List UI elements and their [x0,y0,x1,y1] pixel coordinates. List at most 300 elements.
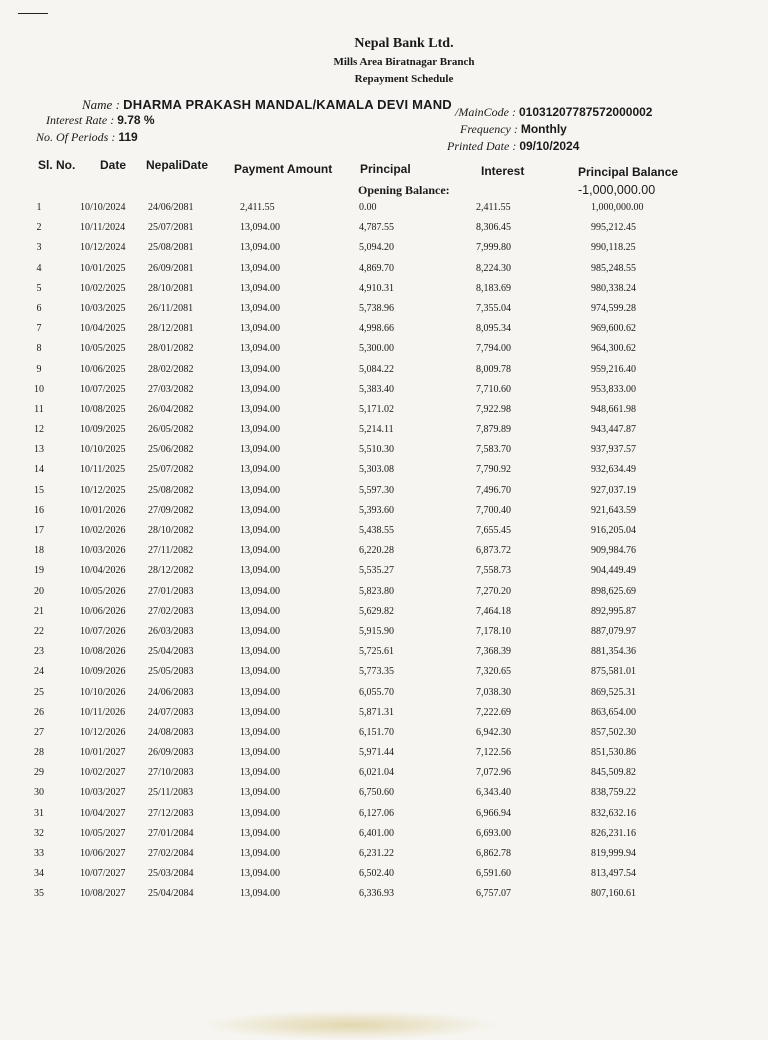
cell-payment: 13,094.00 [240,363,280,375]
table-row [0,626,768,646]
cell-interest: 6,757.07 [476,888,511,900]
cell-date: 10/03/2026 [80,545,126,557]
cell-date: 10/08/2027 [80,888,126,900]
cell-nepali-date: 25/08/2081 [148,242,194,254]
cell-payment: 13,094.00 [240,747,280,759]
cell-principal: 5,773.35 [359,666,394,678]
cell-sl: 24 [34,666,44,678]
cell-principal: 6,127.06 [359,807,394,819]
table-row [0,323,768,343]
cell-balance: 875,581.01 [591,666,636,678]
cell-sl: 2 [36,222,42,234]
cell-principal: 5,915.90 [359,625,394,637]
cell-interest: 7,496.70 [476,484,511,496]
cell-principal: 6,401.00 [359,827,394,839]
cell-principal: 5,738.96 [359,302,394,314]
cell-date: 10/10/2025 [80,444,126,456]
table-row [0,888,768,908]
cell-principal: 6,021.04 [359,767,394,779]
cell-principal: 4,910.31 [359,282,394,294]
cell-nepali-date: 24/07/2083 [148,706,194,718]
cell-interest: 7,368.39 [476,646,511,658]
table-row [0,787,768,807]
cell-payment: 13,094.00 [240,444,280,456]
cell-balance: 916,205.04 [591,525,636,536]
cell-interest: 7,700.40 [476,504,511,516]
interest-rate-label: Interest Rate : [46,113,115,127]
cell-balance: 932,634.49 [591,464,636,476]
cell-interest: 6,343.40 [476,787,511,799]
cell-payment: 13,094.00 [240,484,280,496]
table-row [0,525,768,545]
cell-nepali-date: 27/09/2082 [148,504,194,516]
cell-nepali-date: 27/12/2083 [148,807,194,819]
cell-interest: 6,591.60 [476,868,511,880]
borrower-name-row [82,97,452,113]
cell-interest: 7,710.60 [476,383,511,395]
cell-nepali-date: 25/04/2084 [148,888,194,900]
cell-interest: 7,122.56 [476,747,511,759]
cell-payment: 13,094.00 [240,282,280,294]
cell-sl: 5 [36,282,42,294]
paper-stain [200,1010,500,1040]
cell-interest: 8,183.69 [476,282,511,294]
cell-date: 10/02/2025 [80,282,126,294]
cell-sl: 8 [36,343,42,355]
cell-nepali-date: 28/01/2082 [148,343,194,355]
cell-date: 10/06/2025 [80,363,126,375]
cell-sl: 19 [34,565,44,577]
cell-principal: 5,510.30 [359,444,394,456]
interest-rate-value: 9.78 % [117,113,155,127]
cell-date: 10/07/2026 [80,625,126,637]
cell-interest: 6,942.30 [476,726,511,738]
branch-name: Mills Area Biratnagar Branch [333,56,475,68]
cell-date: 10/05/2027 [80,827,126,839]
table-row [0,485,768,505]
cell-payment: 13,094.00 [240,323,280,335]
cell-payment: 13,094.00 [240,625,280,637]
cell-interest: 7,922.98 [476,403,511,415]
cell-date: 10/09/2026 [80,666,126,678]
cell-date: 10/06/2027 [80,848,126,859]
table-row [0,545,768,565]
cell-date: 10/07/2025 [80,383,126,395]
cell-nepali-date: 27/01/2083 [148,585,194,597]
col-header-sl: Sl. No. [38,158,76,172]
table-row [0,202,768,222]
cell-payment: 13,094.00 [240,403,280,415]
borrower-name: DHARMA PRAKASH MANDAL/KAMALA DEVI MAND [123,97,452,112]
table-row [0,444,768,464]
cell-payment: 13,094.00 [240,848,280,859]
table-row [0,343,768,363]
cell-principal: 5,393.60 [359,504,394,516]
cell-balance: 974,599.28 [591,302,636,314]
name-label: Name : [82,97,120,112]
cell-payment: 13,094.00 [240,787,280,799]
cell-nepali-date: 25/04/2083 [148,646,194,658]
cell-sl: 9 [36,363,42,375]
cell-sl: 30 [34,787,44,799]
cell-nepali-date: 25/06/2082 [148,444,194,456]
opening-balance-value: -1,000,000.00 [578,183,656,197]
cell-payment: 13,094.00 [240,242,280,254]
cell-sl: 3 [36,242,42,254]
col-header-date: Date [100,158,127,172]
table-row [0,646,768,666]
cell-nepali-date: 25/05/2083 [148,666,194,678]
table-row [0,808,768,828]
cell-payment: 13,094.00 [240,565,280,577]
table-row [0,565,768,585]
cell-balance: 892,995.87 [591,605,636,617]
cell-interest: 7,794.00 [476,343,511,355]
frequency-label: Frequency : [460,122,518,136]
cell-interest: 8,224.30 [476,262,511,274]
cell-balance: 995,212.45 [591,222,636,234]
cell-interest: 7,270.20 [476,585,511,597]
cell-nepali-date: 27/01/2084 [148,827,194,839]
cell-date: 10/01/2027 [80,747,126,759]
cell-date: 10/12/2024 [80,242,126,254]
cell-sl: 22 [34,625,44,637]
cell-balance: 887,079.97 [591,625,636,637]
cell-principal: 6,055.70 [359,686,394,698]
cell-principal: 5,438.55 [359,525,394,536]
cell-date: 10/01/2026 [80,504,126,516]
cell-nepali-date: 27/03/2082 [148,383,194,395]
schedule-table [0,202,768,909]
cell-nepali-date: 25/03/2084 [148,868,194,880]
cell-principal: 5,725.61 [359,646,394,658]
cell-principal: 6,151.70 [359,726,394,738]
cell-nepali-date: 24/08/2083 [148,726,194,738]
table-row [0,868,768,888]
cell-nepali-date: 27/02/2084 [148,848,194,859]
cell-interest: 7,320.65 [476,666,511,678]
cell-date: 10/08/2026 [80,646,126,658]
cell-date: 10/10/2026 [80,686,126,698]
cell-sl: 32 [34,827,44,839]
printed-date-row [447,139,579,154]
cell-principal: 5,300.00 [359,343,394,355]
table-row [0,707,768,727]
cell-principal: 5,871.31 [359,706,394,718]
cell-balance: 832,632.16 [591,807,636,819]
table-row [0,364,768,384]
bank-name: Nepal Bank Ltd. [354,36,454,51]
cell-balance: 851,530.86 [591,747,636,759]
cell-sl: 11 [34,403,44,415]
cell-principal: 5,303.08 [359,464,394,476]
main-code-label: /MainCode : [455,105,516,119]
cell-date: 10/05/2026 [80,585,126,597]
cell-principal: 6,231.22 [359,848,394,859]
cell-interest: 7,355.04 [476,302,511,314]
cell-date: 10/11/2025 [80,464,126,476]
table-row [0,747,768,767]
cell-interest: 7,072.96 [476,767,511,779]
cell-nepali-date: 24/06/2081 [148,202,194,213]
cell-interest: 8,009.78 [476,363,511,375]
cell-sl: 15 [34,484,44,496]
cell-date: 10/10/2024 [80,202,126,213]
cell-balance: 826,231.16 [591,827,636,839]
cell-payment: 13,094.00 [240,666,280,678]
table-row [0,828,768,848]
cell-date: 10/02/2026 [80,525,126,536]
cell-nepali-date: 26/03/2083 [148,625,194,637]
cell-date: 10/06/2026 [80,605,126,617]
cell-interest: 7,655.45 [476,525,511,536]
cell-sl: 29 [34,767,44,779]
cell-sl: 31 [34,807,44,819]
cell-interest: 7,558.73 [476,565,511,577]
cell-payment: 13,094.00 [240,868,280,880]
table-row [0,767,768,787]
cell-payment: 13,094.00 [240,585,280,597]
cell-sl: 4 [36,262,42,274]
cell-nepali-date: 28/10/2081 [148,282,194,294]
cell-balance: 898,625.69 [591,585,636,597]
cell-payment: 2,411.55 [240,202,275,213]
cell-payment: 13,094.00 [240,605,280,617]
cell-balance: 909,984.76 [591,545,636,557]
frequency-row [460,122,567,137]
cell-principal: 5,597.30 [359,484,394,496]
cell-principal: 5,171.02 [359,403,394,415]
cell-date: 10/07/2027 [80,868,126,880]
table-row [0,404,768,424]
cell-principal: 5,535.27 [359,565,394,577]
periods-row [36,130,138,145]
main-code-row [455,105,652,120]
cell-sl: 23 [34,646,44,658]
cell-date: 10/08/2025 [80,403,126,415]
cell-balance: 959,216.40 [591,363,636,375]
cell-principal: 6,220.28 [359,545,394,557]
table-row [0,848,768,868]
cell-balance: 904,449.49 [591,565,636,577]
cell-nepali-date: 26/05/2082 [148,424,194,436]
cell-principal: 5,094.20 [359,242,394,254]
cell-nepali-date: 26/09/2083 [148,747,194,759]
cell-balance: 807,160.61 [591,888,636,900]
cell-interest: 7,879.89 [476,424,511,436]
cell-sl: 7 [36,323,42,335]
cell-principal: 5,629.82 [359,605,394,617]
cell-payment: 13,094.00 [240,888,280,900]
cell-payment: 13,094.00 [240,686,280,698]
cell-interest: 7,999.80 [476,242,511,254]
cell-interest: 7,178.10 [476,625,511,637]
cell-nepali-date: 27/10/2083 [148,767,194,779]
cell-balance: 863,654.00 [591,706,636,718]
cell-balance: 985,248.55 [591,262,636,274]
table-row [0,242,768,262]
cell-principal: 6,336.93 [359,888,394,900]
cell-sl: 12 [34,424,44,436]
cell-sl: 28 [34,747,44,759]
cell-principal: 5,823.80 [359,585,394,597]
cell-interest: 7,464.18 [476,605,511,617]
periods-label: No. Of Periods : [36,130,116,144]
cell-balance: 813,497.54 [591,868,636,880]
table-row [0,505,768,525]
col-header-balance: Principal Balance [578,165,679,179]
cell-sl: 34 [34,868,44,880]
cell-sl: 26 [34,706,44,718]
cell-date: 10/12/2026 [80,726,126,738]
cell-principal: 5,383.40 [359,383,394,395]
cell-balance: 969,600.62 [591,323,636,335]
cell-interest: 6,693.00 [476,827,511,839]
col-header-payment: Payment Amount [234,162,333,176]
cell-payment: 13,094.00 [240,424,280,436]
cell-principal: 4,787.55 [359,222,394,234]
table-row [0,303,768,323]
cell-sl: 10 [34,383,44,395]
printed-date-label: Printed Date : [447,139,517,153]
cell-payment: 13,094.00 [240,525,280,536]
cell-date: 10/01/2025 [80,262,126,274]
cell-date: 10/03/2027 [80,787,126,799]
cell-payment: 13,094.00 [240,383,280,395]
cell-interest: 8,095.34 [476,323,511,335]
cell-payment: 13,094.00 [240,222,280,234]
cell-balance: 953,833.00 [591,383,636,395]
cell-balance: 980,338.24 [591,282,636,294]
cell-payment: 13,094.00 [240,302,280,314]
cell-date: 10/04/2027 [80,807,126,819]
cell-interest: 2,411.55 [476,202,511,213]
cell-payment: 13,094.00 [240,504,280,516]
interest-rate-row [46,113,155,128]
cell-interest: 7,790.92 [476,464,511,476]
cell-payment: 13,094.00 [240,807,280,819]
table-row [0,283,768,303]
cell-payment: 13,094.00 [240,262,280,274]
cell-payment: 13,094.00 [240,706,280,718]
cell-balance: 845,509.82 [591,767,636,779]
frequency-value: Monthly [520,122,567,136]
cell-nepali-date: 26/11/2081 [148,302,194,314]
cell-balance: 838,759.22 [591,787,636,799]
cell-interest: 6,966.94 [476,807,511,819]
cell-nepali-date: 24/06/2083 [148,686,194,698]
cell-interest: 7,583.70 [476,444,511,456]
cell-sl: 16 [34,504,44,516]
cell-principal: 5,084.22 [359,363,394,375]
table-row [0,464,768,484]
cell-balance: 921,643.59 [591,504,636,516]
cell-balance: 819,999.94 [591,848,636,859]
cell-interest: 7,222.69 [476,706,511,718]
cell-principal: 5,971.44 [359,747,394,759]
cell-principal: 4,998.66 [359,323,394,335]
table-row [0,727,768,747]
col-header-nepali-date: NepaliDate [146,158,209,172]
table-row [0,687,768,707]
cell-balance: 1,000,000.00 [591,202,644,213]
cell-nepali-date: 28/02/2082 [148,363,194,375]
cell-nepali-date: 27/02/2083 [148,605,194,617]
cell-nepali-date: 26/04/2082 [148,403,194,415]
periods-value: 119 [118,130,138,144]
cell-date: 10/02/2027 [80,767,126,779]
cell-balance: 964,300.62 [591,343,636,355]
cell-balance: 943,447.87 [591,424,636,436]
main-code-value: 01031207787572000002 [519,105,653,119]
cell-sl: 27 [34,726,44,738]
cell-sl: 21 [34,605,44,617]
cell-date: 10/12/2025 [80,484,126,496]
cell-payment: 13,094.00 [240,827,280,839]
cell-date: 10/09/2025 [80,424,126,436]
cell-sl: 1 [36,202,42,213]
printed-date-value: 09/10/2024 [519,139,580,153]
cell-balance: 881,354.36 [591,646,636,658]
cell-balance: 990,118.25 [591,242,636,254]
cell-payment: 13,094.00 [240,726,280,738]
pen-mark [18,13,48,14]
cell-sl: 18 [34,545,44,557]
cell-nepali-date: 28/12/2081 [148,323,194,335]
cell-date: 10/03/2025 [80,302,126,314]
cell-interest: 8,306.45 [476,222,511,234]
cell-sl: 13 [34,444,44,456]
cell-principal: 5,214.11 [359,424,394,436]
cell-payment: 13,094.00 [240,464,280,476]
cell-sl: 17 [34,525,44,536]
cell-payment: 13,094.00 [240,767,280,779]
cell-balance: 937,937.57 [591,444,636,456]
cell-interest: 6,862.78 [476,848,511,859]
cell-date: 10/11/2024 [80,222,126,234]
cell-nepali-date: 25/07/2082 [148,464,194,476]
cell-payment: 13,094.00 [240,343,280,355]
cell-principal: 6,750.60 [359,787,394,799]
cell-balance: 869,525.31 [591,686,636,698]
cell-principal: 4,869.70 [359,262,394,274]
cell-sl: 6 [36,302,42,314]
cell-date: 10/05/2025 [80,343,126,355]
cell-nepali-date: 25/08/2082 [148,484,194,496]
cell-sl: 20 [34,585,44,597]
cell-payment: 13,094.00 [240,646,280,658]
cell-nepali-date: 25/11/2083 [148,787,194,799]
cell-date: 10/11/2026 [80,706,126,718]
cell-sl: 35 [34,888,44,900]
cell-nepali-date: 26/09/2081 [148,262,194,274]
cell-date: 10/04/2025 [80,323,126,335]
table-row [0,586,768,606]
cell-nepali-date: 28/12/2082 [148,565,194,577]
table-row [0,222,768,242]
table-row [0,606,768,626]
cell-balance: 927,037.19 [591,484,636,496]
table-row [0,263,768,283]
col-header-principal: Principal [360,162,411,176]
cell-principal: 6,502.40 [359,868,394,880]
cell-nepali-date: 28/10/2082 [148,525,194,536]
cell-balance: 948,661.98 [591,403,636,415]
table-row [0,424,768,444]
table-row [0,384,768,404]
cell-date: 10/04/2026 [80,565,126,577]
cell-nepali-date: 27/11/2082 [148,545,194,557]
